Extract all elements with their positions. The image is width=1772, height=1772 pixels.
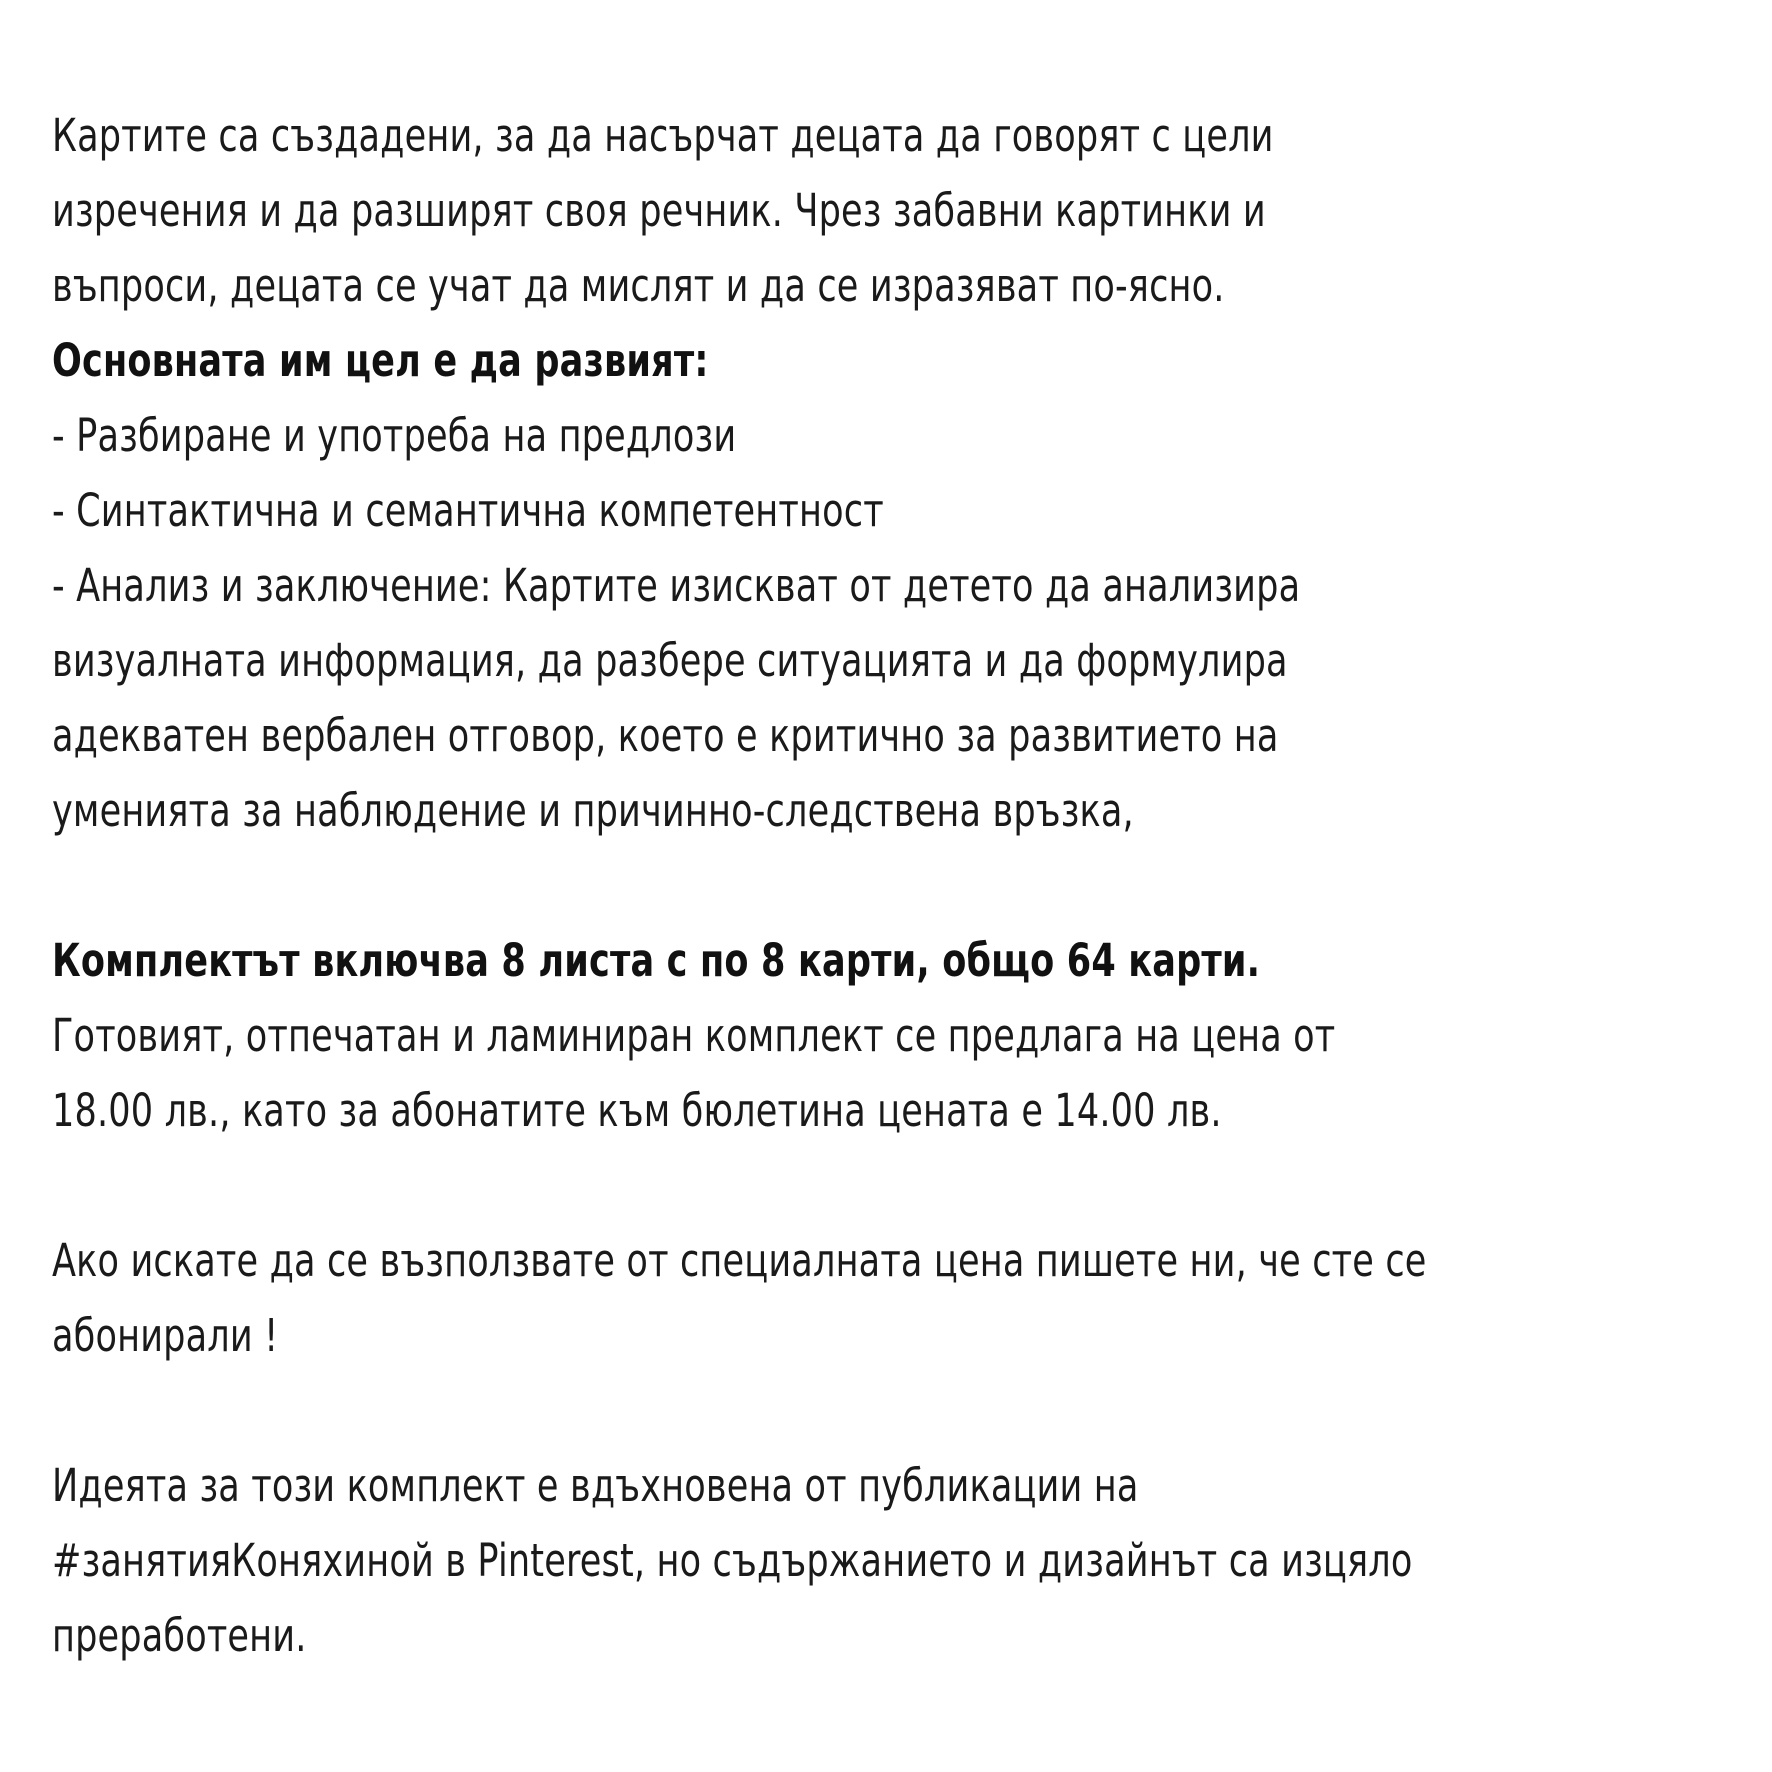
- paragraph-gap: [52, 1373, 1370, 1448]
- paragraph-gap: [52, 848, 1370, 923]
- goal-item-continuation: визуалната информация, да разбере ситуацията и да формулира: [52, 634, 1288, 687]
- credit-line: преработени.: [52, 1609, 307, 1662]
- goal-item-continuation: адекватен вербален отговор, което е критично за развитието на: [52, 709, 1279, 762]
- goals-heading: Основната им цел е да развият:: [52, 334, 709, 387]
- intro-line: въпроси, децата се учат да мислят и да се изразяват по-ясно.: [52, 259, 1225, 312]
- credit-line: #занятияКоняхиной в Pinterest, но съдържанието и дизайнът са изцяло: [52, 1534, 1413, 1587]
- intro-line: Картите са създадени, за да насърчат децата да говорят с цели: [52, 109, 1274, 162]
- intro-line: изречения и да разширят своя речник. Чрез забавни картинки и: [52, 184, 1266, 237]
- credit-line: Идеята за този комплект е вдъхновена от публикации на: [52, 1459, 1139, 1512]
- kit-heading: Комплектът включва 8 листа с по 8 карти, общо 64 карти.: [52, 934, 1261, 987]
- goal-item: - Анализ и заключение: Картите изискват от детето да анализира: [52, 559, 1301, 612]
- goal-item-continuation: уменията за наблюдение и причинно-следствена връзка,: [52, 784, 1134, 837]
- kit-price-line: Готовият, отпечатан и ламиниран комплект се предлага на цена от: [52, 1009, 1336, 1062]
- goal-item: - Разбиране и употреба на предлози: [52, 409, 737, 462]
- kit-price-line: 18.00 лв., като за абонатите към бюлетина цената е 14.00 лв.: [52, 1084, 1222, 1137]
- goal-item: - Синтактична и семантична компетентност: [52, 484, 884, 537]
- offer-line: абонирали !: [52, 1309, 279, 1362]
- document-text: [52, 98, 1427, 1673]
- paragraph-gap: [52, 1148, 1370, 1223]
- offer-line: Ако искате да се възползвате от специалната цена пишете ни, че сте се: [52, 1234, 1427, 1287]
